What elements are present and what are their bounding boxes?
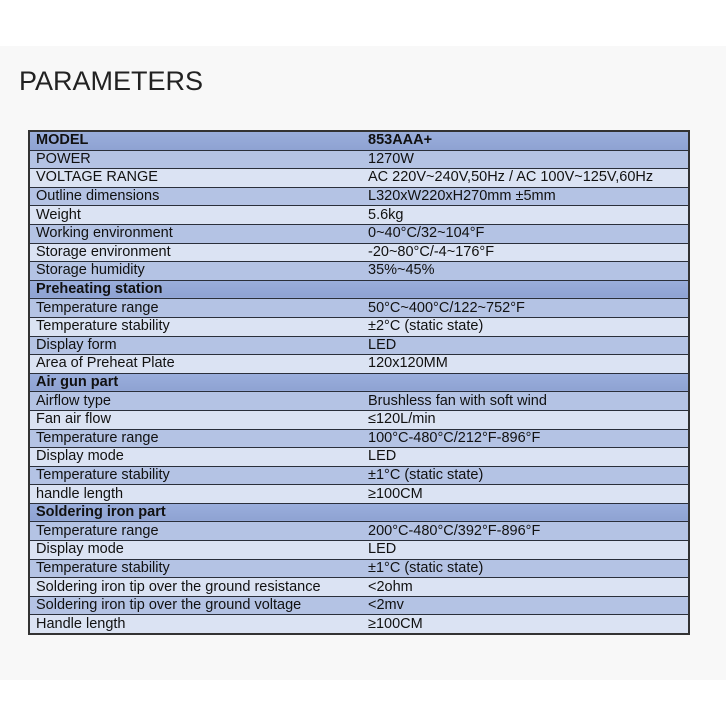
param-name: Temperature range: [29, 429, 363, 448]
table-row: [29, 522, 689, 541]
param-name: Area of Preheat Plate: [29, 355, 363, 374]
param-name: Soldering iron tip over the ground voltage: [29, 596, 363, 615]
param-name: Air gun part: [29, 373, 363, 392]
param-value: 100°C-480°C/212°F-896°F: [363, 429, 689, 448]
param-value: [363, 373, 689, 392]
table-row: [29, 596, 689, 615]
param-value: 5.6kg: [363, 206, 689, 225]
param-name: Temperature stability: [29, 559, 363, 578]
page-title: PARAMETERS: [19, 66, 204, 96]
param-value: <2ohm: [363, 578, 689, 597]
parameters-table: [28, 130, 690, 635]
param-name: Display mode: [29, 448, 363, 467]
param-name: Storage environment: [29, 243, 363, 262]
param-name: Temperature stability: [29, 466, 363, 485]
param-name: Outline dimensions: [29, 187, 363, 206]
param-value: ≤120L/min: [363, 410, 689, 429]
param-value: 35%~45%: [363, 262, 689, 281]
param-value: ±1°C (static state): [363, 559, 689, 578]
table-row: [29, 187, 689, 206]
param-name: Working environment: [29, 224, 363, 243]
param-name: handle length: [29, 485, 363, 504]
param-name: Soldering iron part: [29, 503, 363, 522]
section-row: [29, 131, 689, 150]
table-row: [29, 615, 689, 634]
table-row: [29, 410, 689, 429]
param-name: Preheating station: [29, 280, 363, 299]
param-value: AC 220V~240V,50Hz / AC 100V~125V,60Hz: [363, 169, 689, 188]
param-name: Airflow type: [29, 392, 363, 411]
param-value: L320xW220xH270mm ±5mm: [363, 187, 689, 206]
table-row: [29, 206, 689, 225]
section-row: [29, 503, 689, 522]
param-value: 0~40°C/32~104°F: [363, 224, 689, 243]
param-name: Weight: [29, 206, 363, 225]
table-row: [29, 485, 689, 504]
param-name: VOLTAGE RANGE: [29, 169, 363, 188]
param-value: <2mv: [363, 596, 689, 615]
param-value: ±1°C (static state): [363, 466, 689, 485]
param-value: Brushless fan with soft wind: [363, 392, 689, 411]
bottom-band: [0, 680, 726, 726]
param-value: LED: [363, 541, 689, 560]
param-value: 200°C-480°C/392°F-896°F: [363, 522, 689, 541]
param-name: Temperature range: [29, 522, 363, 541]
table-row: [29, 317, 689, 336]
param-value: ±2°C (static state): [363, 317, 689, 336]
param-name: MODEL: [29, 131, 363, 150]
table-row: [29, 169, 689, 188]
param-value: [363, 503, 689, 522]
table-row: [29, 243, 689, 262]
table-row: [29, 466, 689, 485]
param-name: Handle length: [29, 615, 363, 634]
table-row: [29, 262, 689, 281]
param-name: Temperature stability: [29, 317, 363, 336]
table-row: [29, 541, 689, 560]
param-value: ≥100CM: [363, 615, 689, 634]
table-row: [29, 578, 689, 597]
param-value: 120x120MM: [363, 355, 689, 374]
param-value: 50°C~400°C/122~752°F: [363, 299, 689, 318]
param-value: [363, 280, 689, 299]
table-row: [29, 392, 689, 411]
section-row: [29, 280, 689, 299]
param-value: LED: [363, 336, 689, 355]
table-row: [29, 355, 689, 374]
param-value: -20~80°C/-4~176°F: [363, 243, 689, 262]
param-name: Storage humidity: [29, 262, 363, 281]
param-name: Fan air flow: [29, 410, 363, 429]
top-band: [0, 0, 726, 46]
table-row: [29, 559, 689, 578]
table-row: [29, 224, 689, 243]
section-row: [29, 373, 689, 392]
param-name: Display form: [29, 336, 363, 355]
param-value: ≥100CM: [363, 485, 689, 504]
table-row: [29, 150, 689, 169]
param-value: 1270W: [363, 150, 689, 169]
table-row: [29, 429, 689, 448]
table-row: [29, 299, 689, 318]
param-name: Soldering iron tip over the ground resistance: [29, 578, 363, 597]
param-name: Temperature range: [29, 299, 363, 318]
param-value: LED: [363, 448, 689, 467]
table-row: [29, 448, 689, 467]
param-name: POWER: [29, 150, 363, 169]
param-name: Display mode: [29, 541, 363, 560]
table-row: [29, 336, 689, 355]
param-value: 853AAA+: [363, 131, 689, 150]
